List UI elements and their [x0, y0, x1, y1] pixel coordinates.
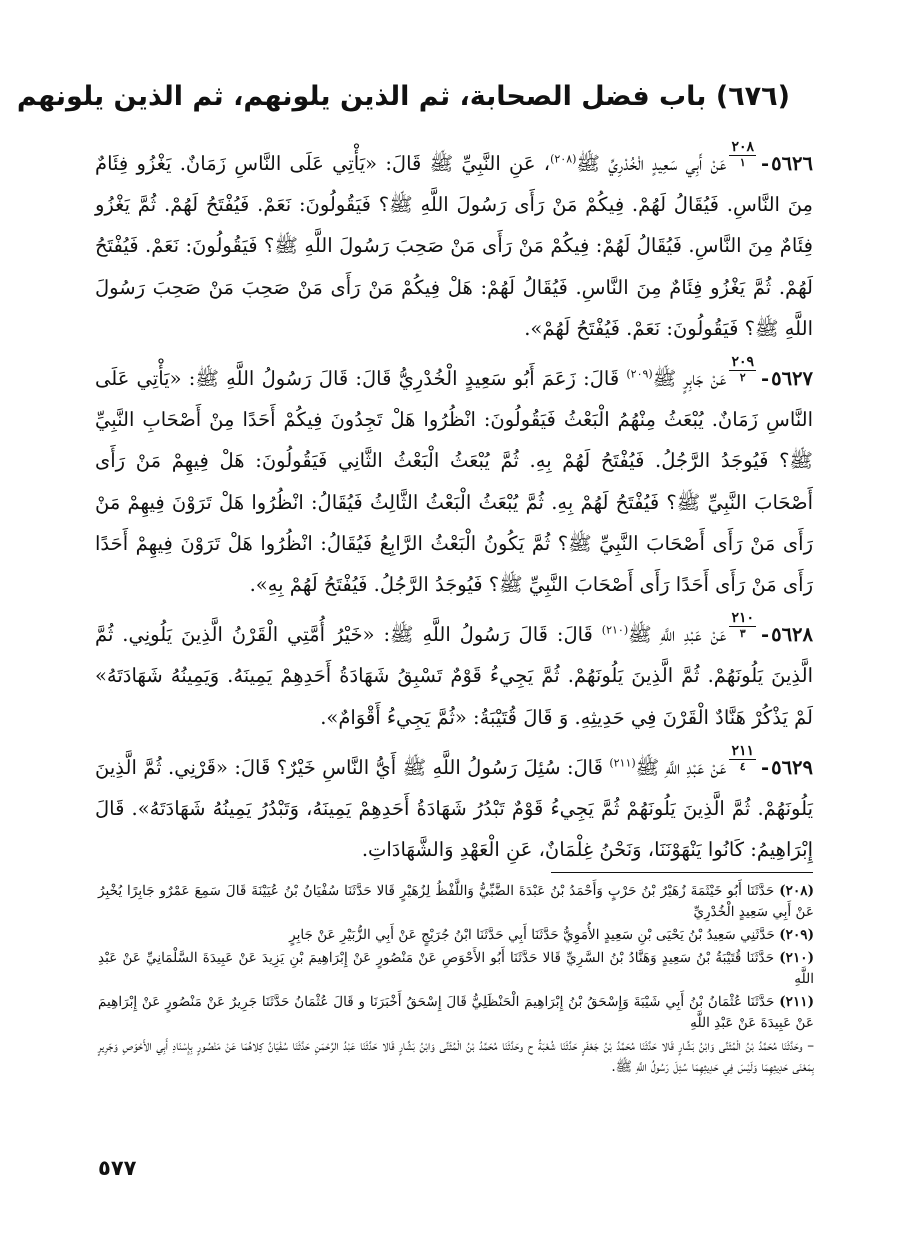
- hadith-entry: [95, 140, 813, 349]
- isnad-marker: [729, 744, 756, 773]
- hadith-entry: [95, 744, 813, 871]
- hadith-narrator: عَنْ عَبْدِ اللَّهِ ﷺ: [628, 623, 727, 647]
- hadith-entry: [95, 355, 813, 605]
- hadith-number-dash: -: [761, 755, 770, 779]
- hadith-number: ٥٦٢٩: [771, 755, 813, 779]
- hadith-number-dash: -: [761, 367, 770, 391]
- footnote-continuation: [98, 1036, 814, 1078]
- isnad-marker: [729, 611, 756, 640]
- hadith-number: ٥٦٢٨: [771, 623, 813, 647]
- isnad-index: ١: [739, 156, 746, 169]
- footnote-text: حَدَّثَنَا عُثْمَانُ بْنُ أَبِي شَيْبَةَ وَإِسْحَقُ بْنُ إِبْرَاهِيمَ الْحَنْظَلِيُّ قَالَ إِسْحَقُ أَخْبَرَنَا و قَالَ عُثْمَانُ حَدَّثَنَا جَرِيرٌ عَنْ مَنْصُورٍ عَنْ إِبْرَاهِيمَ عَنْ عَبِيدَةَ عَنْ عَبْدِ اللَّهِ: [98, 994, 814, 1031]
- hadith-narrator: عَنْ أَبِي سَعِيدٍ الْخُدْرِيِّ ﷺ: [576, 152, 727, 175]
- footnote-ref: (٢٠٩): [626, 367, 653, 381]
- hadith-text: قَالَ: زَعَمَ أَبُو سَعِيدٍ الْخُدْرِيُّ قَالَ: قَالَ رَسُولُ اللَّهِ ﷺ: «يَأْتِي عَلَى النَّاسِ زَمَانٌ. يُبْعَثُ مِنْهُمُ الْبَعْثُ فَيَقُولُونَ: انْظُرُوا هَلْ تَجِدُونَ فِيكُمْ أَحَدًا مِنْ أَصْحَابِ النَّبِيِّ ﷺ؟ فَيُوجَدُ الرَّجُلُ. فَيُفْتَحُ لَهُمْ بِهِ. ثُمَّ يُبْعَثُ الْبَعْثُ الثَّانِي فَيَقُولُونَ: هَلْ فِيهِمْ مَنْ رَأَى أَصْحَابَ النَّبِيِّ ﷺ؟ فَيُفْتَحُ لَهُمْ بِهِ. ثُمَّ يُبْعَثُ الْبَعْثُ الثَّالِثُ فَيُقَالُ: انْظُرُوا هَلْ تَرَوْنَ فِيهِمْ مَنْ رَأَى مَنْ رَأَى أَصْحَابَ النَّبِيِّ ﷺ؟ ثُمَّ يَكُونُ الْبَعْثُ الرَّابِعُ فَيُقَالُ: انْظُرُوا هَلْ تَرَوْنَ فِيهِمْ أَحَدًا رَأَى مَنْ رَأَى أَحَدًا رَأَى أَصْحَابَ النَّبِيِّ ﷺ؟ فَيُوجَدُ الرَّجُلُ. فَيُفْتَحُ لَهُمْ بِهِ».: [95, 367, 813, 597]
- footnote-text: – وحَدَّثَنَا مُحَمَّدُ بْنُ الْمُثَنَّى وَابْنُ بَشَّارٍ قَالا حَدَّثَنَا مُحَمَّدُ بْنُ جَعْفَرٍ حَدَّثَنَا شُعْبَةُ ح وحَدَّثَنَا مُحَمَّدُ بْنُ الْمُثَنَّى وَابْنُ بَشَّارٍ قَالا حَدَّثَنَا عَبْدُ الرَّحْمَنِ حَدَّثَنَا سُفْيَانُ كِلاهُمَا عَنْ مَنْصُورٍ بِإِسْنَادِ أَبِي الأَحْوَصِ وَجَرِيرٍ بِمَعْنَى حَدِيثِهِمَا وَلَيْسَ فِي حَدِيثِهِمَا سُئِلَ رَسُولُ اللَّهِ ﷺ.: [98, 1038, 814, 1075]
- hadith-number: ٥٦٢٦: [771, 152, 814, 175]
- footnote-number: (٢١١): [779, 994, 814, 1010]
- footnote-number: (٢١٠): [779, 950, 814, 966]
- footnote-ref: (٢١٠): [601, 623, 629, 637]
- hadith-text: ، عَنِ النَّبِيِّ ﷺ قَالَ: «يَأْتِي عَلَى النَّاسِ زَمَانٌ. يَغْزُو فِئَامٌ مِنَ النَّاسِ. فَيُقَالُ لَهُمْ. فِيكُمْ مَنْ رَأَى رَسُولَ اللَّهِ ﷺ؟ فَيَقُولُونَ: نَعَمْ. فَيُفْتَحُ لَهُمْ. ثُمَّ يَغْزُو فِئَامٌ مِنَ النَّاسِ. فَيُقَالُ لَهُمْ: فِيكُمْ مَنْ رَأَى مَنْ صَحِبَ رَسُولَ اللَّهِ ﷺ؟ فَيَقُولُونَ: نَعَمْ. فَيُفْتَحُ لَهُمْ. ثُمَّ يَغْزُو فِئَامٌ مِنَ النَّاسِ. فَيُقَالُ لَهُمْ: هَلْ فِيكُمْ مَنْ رَأَى مَنْ صَحِبَ مَنْ صَحِبَ رَسُولَ اللَّهِ ﷺ؟ فَيَقُولُونَ: نَعَمْ. فَيُفْتَحُ لَهُمْ».: [95, 152, 813, 340]
- isnad-number: ٢٠٨: [731, 139, 755, 155]
- isnad-number: ٢٠٩: [731, 354, 754, 371]
- footnote-ref: (٢٠٨): [550, 152, 577, 166]
- footnote-text: حَدَّثَنَا قُتَيْبَةُ بْنُ سَعِيدٍ وَهَنَّادُ بْنُ السَّرِيِّ قَالا حَدَّثَنَا أَبُو الأَحْوَصِ عَنْ مَنْصُورٍ عَنْ إِبْرَاهِيمَ بْنِ يَزِيدَ عَنْ عَبِيدَةَ السَّلْمَانِيِّ عَنْ عَبْدِ اللَّهِ: [98, 950, 814, 987]
- footnotes: [98, 881, 814, 1080]
- hadith-entry: [95, 611, 813, 738]
- isnad-index: ٤: [739, 759, 746, 773]
- footnote-divider: [551, 872, 813, 873]
- footnote-number: (٢٠٩): [779, 927, 814, 943]
- hadith-number: ٥٦٢٧: [771, 367, 813, 391]
- footnote-text: حَدَّثَنِي سَعِيدُ بْنُ يَحْيَى بْنِ سَعِيدٍ الأُمَوِيُّ حَدَّثَنَا أَبِي حَدَّثَنَا ابْنُ جُرَيْجٍ عَنْ أَبِي الزُّبَيْرِ عَنْ جَابِرٍ: [289, 927, 775, 943]
- footnote: [98, 948, 814, 990]
- page-number: ٥٧٧: [98, 1156, 137, 1180]
- footnote-ref: (٢١١): [609, 756, 636, 770]
- isnad-index: ٢: [739, 371, 746, 385]
- footnote: [98, 992, 814, 1034]
- hadith-body: [95, 140, 813, 870]
- isnad-number: ٢١١: [731, 742, 754, 759]
- footnote: [98, 925, 814, 946]
- isnad-marker: [729, 140, 756, 169]
- chapter-title: (٦٧٦) باب فضل الصحابة، ثم الذين يلونهم، ثم الذين يلونهم: [16, 81, 790, 112]
- footnote: [98, 881, 814, 923]
- isnad-marker: [729, 355, 756, 384]
- hadith-narrator: عَنْ عَبْدِ اللَّهِ ﷺ: [635, 755, 727, 779]
- footnote-number: (٢٠٨): [779, 883, 814, 899]
- hadith-text: قَالَ: قَالَ رَسُولُ اللَّهِ ﷺ: «خَيْرُ أُمَّتِي الْقَرْنُ الَّذِينَ يَلُونِي. ثُمَّ الَّذِينَ يَلُونَهُمْ. ثُمَّ الَّذِينَ يَلُونَهُمْ. ثُمَّ يَجِيءُ قَوْمٌ تَسْبِقُ شَهَادَةُ أَحَدِهِمْ يَمِينَهُ. وَيَمِينُهُ شَهَادَتَهُ» لَمْ يَذْكُرْ هَنَّادٌ الْقَرْنَ فِي حَدِيثِهِ. وَ قَالَ قُتَيْبَةُ: «ثُمَّ يَجِيءُ أَقْوَامٌ».: [95, 623, 813, 729]
- footnote-text: حَدَّثَنَا أَبُو خَيْثَمَةَ زُهَيْرُ بْنُ حَرْبٍ وَأَحْمَدُ بْنُ عَبْدَةَ الضَّبِّيُّ وَاللَّفْظُ لِزُهَيْرٍ قَالا حَدَّثَنَا سُفْيَانُ بْنُ عُيَيْنَةَ قَالَ سَمِعَ عَمْرٌو جَابِرًا يُخْبِرُ عَنْ أَبِي سَعِيدٍ الْخُدْرِيِّ: [98, 883, 814, 920]
- isnad-index: ٣: [739, 627, 746, 641]
- isnad-number: ٢١٠: [731, 610, 754, 627]
- hadith-text: قَالَ: سُئِلَ رَسُولُ اللَّهِ ﷺ أَيُّ النَّاسِ خَيْرٌ؟ قَالَ: «قَرْنِي. ثُمَّ الَّذِينَ يَلُونَهُمْ. ثُمَّ الَّذِينَ يَلُونَهُمْ ثُمَّ يَجِيءُ قَوْمٌ تَبْدُرُ شَهَادَةُ أَحَدِهِمْ يَمِينَهُ، وَتَبْدُرُ يَمِينُهُ شَهَادَتَهُ». قَالَ إِبْرَاهِيمُ: كَانُوا يَنْهَوْنَنَا، وَنَحْنُ غِلْمَانٌ، عَنِ الْعَهْدِ وَالشَّهَادَاتِ.: [95, 755, 813, 862]
- hadith-narrator: عَنْ جَابِرٍ ﷺ: [652, 367, 727, 391]
- hadith-number-dash: -: [761, 152, 770, 175]
- hadith-number-dash: -: [761, 623, 770, 647]
